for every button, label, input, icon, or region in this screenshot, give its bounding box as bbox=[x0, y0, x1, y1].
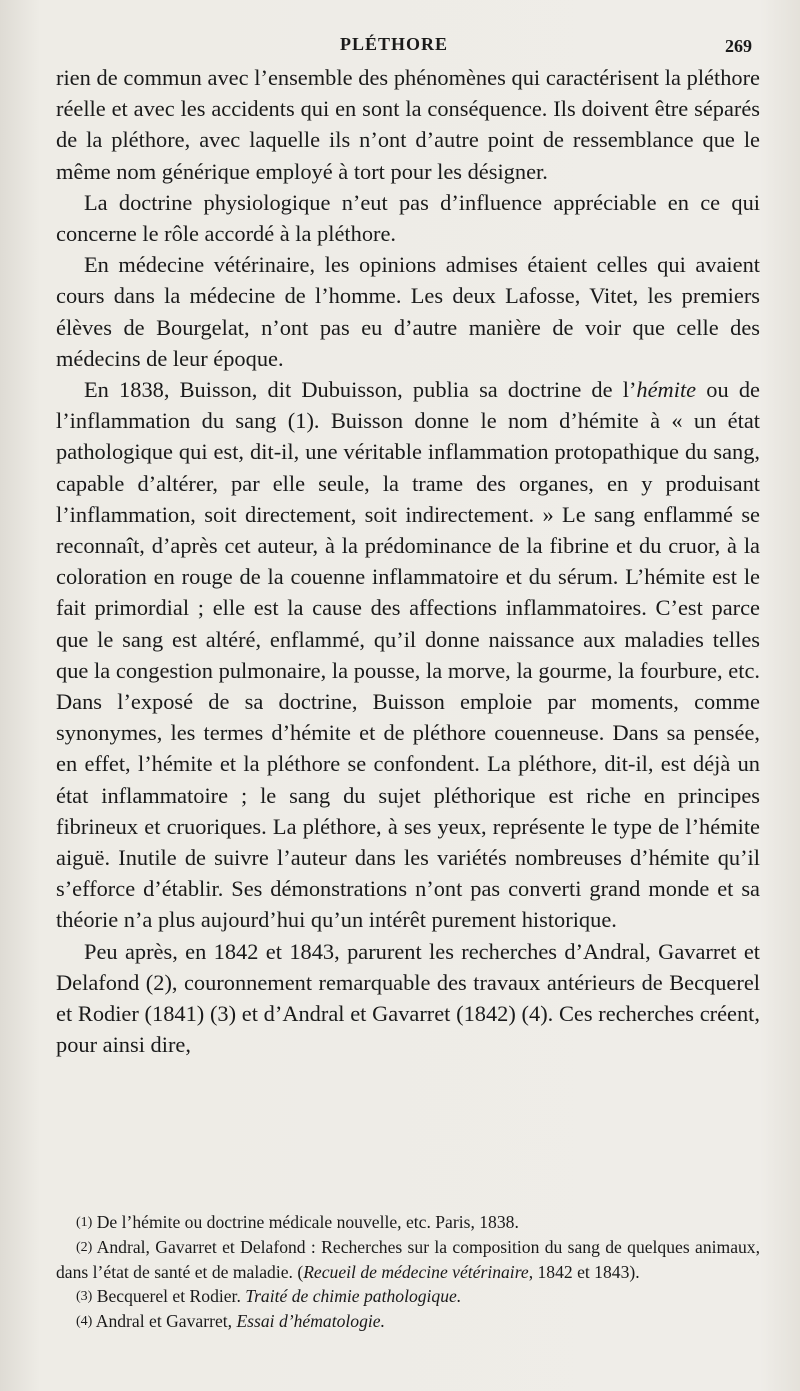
footnote bbox=[56, 1235, 760, 1284]
text-run: Becquerel et Rodier. bbox=[92, 1286, 246, 1306]
text-run: ou de l’inflammation du sang (1). Buisson donne le nom d’hémite à « un état pathologique qui est, dit-il, une véritable inflammation protopathique du sang, capable d’altérer, par elle seule, la trame des organes, en y produisant l’inflammation, soit directement, soit indirectement. » Le sang enflammé se reconnaît, d’après cet auteur, à la prédominance de la fibrine et du cruor, à la coloration en rouge de la couenne inflammatoire et du sérum. L’hémite est le fait primordial ; elle est la cause des affections inflammatoires. C’est parce que le sang est altéré, enflammé, qu’il donne naissance aux maladies telles que la congestion pulmonaire, la pousse, la morve, la gourme, la fourbure, etc. Dans l’exposé de sa doctrine, Buisson emploie par moments, comme synonymes, les termes d’hémite et de pléthore couenneuse. Dans sa pensée, en effet, l’hémite et la pléthore se confondent. La pléthore, dit-il, est déjà un état inflammatoire ; le sang du sujet pléthorique est riche en principes fibrineux et cruoriques. La pléthore, à ses yeux, représente le type de l’hémite aiguë. Inutile de suivre l’auteur dans les variétés nombreuses d’hémite qu’il s’efforce d’établir. Ses démonstrations n’ont pas converti grand monde et sa théorie n’a plus aujourd’hui qu’un intérêt purement historique. bbox=[56, 377, 760, 933]
text-run: De l’hémite ou doctrine médicale nouvelle, etc. Paris, 1838. bbox=[92, 1212, 519, 1232]
paragraph bbox=[56, 374, 760, 936]
italic-text: Traité de chimie pathologique. bbox=[245, 1286, 462, 1306]
paragraph bbox=[56, 249, 760, 374]
text-run: , 1842 et 1843). bbox=[528, 1262, 640, 1282]
running-title: PLÉTHORE bbox=[340, 34, 449, 54]
footnote-number: (2) bbox=[76, 1240, 93, 1255]
text-run: En médecine vétérinaire, les opinions admises étaient celles qui avaient cours dans la médecine de l’homme. Les deux Lafosse, Vitet, les premiers élèves de Bourgelat, n’ont pas eu d’autre manière de voir que celle des médecins de leur époque. bbox=[56, 252, 760, 371]
italic-text: Essai d’hématologie. bbox=[236, 1311, 385, 1331]
footnotes bbox=[56, 1210, 760, 1334]
text-run: rien de commun avec l’ensemble des phénomènes qui caractérisent la pléthore réelle et avec les accidents qui en sont la conséquence. Ils doivent être séparés de la pléthore, avec laquelle ils n’ont d’autre point de ressemblance que le même nom générique employé à tort pour les désigner. bbox=[56, 65, 760, 184]
footnote bbox=[56, 1309, 760, 1334]
text-run: Andral et Gavarret, bbox=[92, 1311, 237, 1331]
text-run: En 1838, Buisson, dit Dubuisson, publia sa doctrine de l’ bbox=[84, 377, 637, 403]
page-header bbox=[0, 30, 800, 60]
footnote-number: (3) bbox=[76, 1289, 93, 1304]
text-run: Peu après, en 1842 et 1843, parurent les recherches d’Andral, Gavarret et Delafond (2), couronnement remarquable des travaux antérieurs de Becquerel et Rodier (1841) (3) et d’Andral et Gavarret (1842) (4). Ces recherches créent, pour ainsi dire, bbox=[56, 938, 760, 1058]
footnote-number: (4) bbox=[76, 1314, 93, 1329]
page-number: 269 bbox=[725, 36, 752, 56]
italic-text: hémite bbox=[636, 377, 697, 403]
text-run: Andral, Gavarret et Delafond : Recherches sur la composition du sang de quelques animaux, dans l’état de santé et de maladie. ( bbox=[56, 1237, 760, 1282]
footnote bbox=[56, 1210, 760, 1235]
paragraph bbox=[56, 62, 760, 187]
footnote bbox=[56, 1284, 760, 1309]
paragraph bbox=[56, 936, 760, 1061]
paragraph bbox=[56, 187, 760, 249]
italic-text: Recueil de médecine vétérinaire bbox=[303, 1262, 529, 1282]
body-text bbox=[56, 62, 760, 1061]
footnote-number: (1) bbox=[76, 1215, 93, 1230]
text-run: La doctrine physiologique n’eut pas d’influence appréciable en ce qui concerne le rôle accordé à la pléthore. bbox=[56, 189, 760, 247]
